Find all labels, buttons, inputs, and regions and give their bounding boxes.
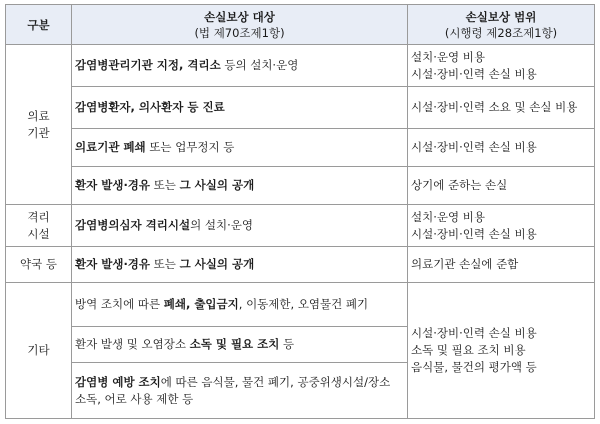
table-row [6,167,595,205]
category-quarantine: 격리 시설 [6,205,72,247]
table-row [6,87,595,129]
compensation-table [5,4,595,419]
target-cell: 환자 발생·경유 또는 그 사실의 공개 [72,167,408,205]
range-cell: 설치·운영 비용 시설·장비·인력 손실 비용 [408,45,595,87]
table-row [6,45,595,87]
header-range-sub: (시행령 제28조제1항) [444,25,558,40]
target-cell: 감염병 예방 조치에 따른 음식물, 물건 폐기, 공중위생시설/장소 소독, 어로 사용 제한 등 [72,363,408,419]
range-cell: 설치·운영 비용 시설·장비·인력 손실 비용 [408,205,595,247]
target-cell: 감염병관리기관 지정, 격리소 등의 설치·운영 [72,45,408,87]
target-cell: 의료기관 폐쇄 또는 업무정지 등 [72,129,408,167]
target-cell: 환자 발생·경유 또는 그 사실의 공개 [72,247,408,283]
category-pharmacy: 약국 등 [6,247,72,283]
range-cell: 의료기관 손실에 준함 [408,247,595,283]
target-cell: 방역 조치에 따른 폐쇄, 출입금지, 이동제한, 오염물건 폐기 [72,283,408,327]
header-target-sub: (법 제70조제1항) [194,25,285,40]
range-cell: 시설·장비·인력 손실 비용 소독 및 필요 조치 비용 음식물, 물건의 평가액 등 [408,283,595,419]
table-row [6,129,595,167]
header-target [72,5,408,45]
target-cell: 환자 발생 및 오염장소 소독 및 필요 조치 등 [72,327,408,363]
target-cell: 감염병환자, 의사환자 등 진료 [72,87,408,129]
table-row [6,247,595,283]
header-range [408,5,595,45]
target-cell: 감염병의심자 격리시설의 설치·운영 [72,205,408,247]
table-row [6,205,595,247]
table-row [6,283,595,327]
category-medical: 의료 기관 [6,45,72,205]
range-cell: 시설·장비·인력 손실 비용 [408,129,595,167]
range-cell: 시설·장비·인력 소요 및 손실 비용 [408,87,595,129]
range-cell: 상기에 준하는 손실 [408,167,595,205]
header-range-title: 손실보상 범위 [465,9,537,24]
header-target-title: 손실보상 대상 [204,9,275,24]
category-other: 기타 [6,283,72,419]
header-row [6,5,595,45]
header-category: 구분 [6,5,72,45]
